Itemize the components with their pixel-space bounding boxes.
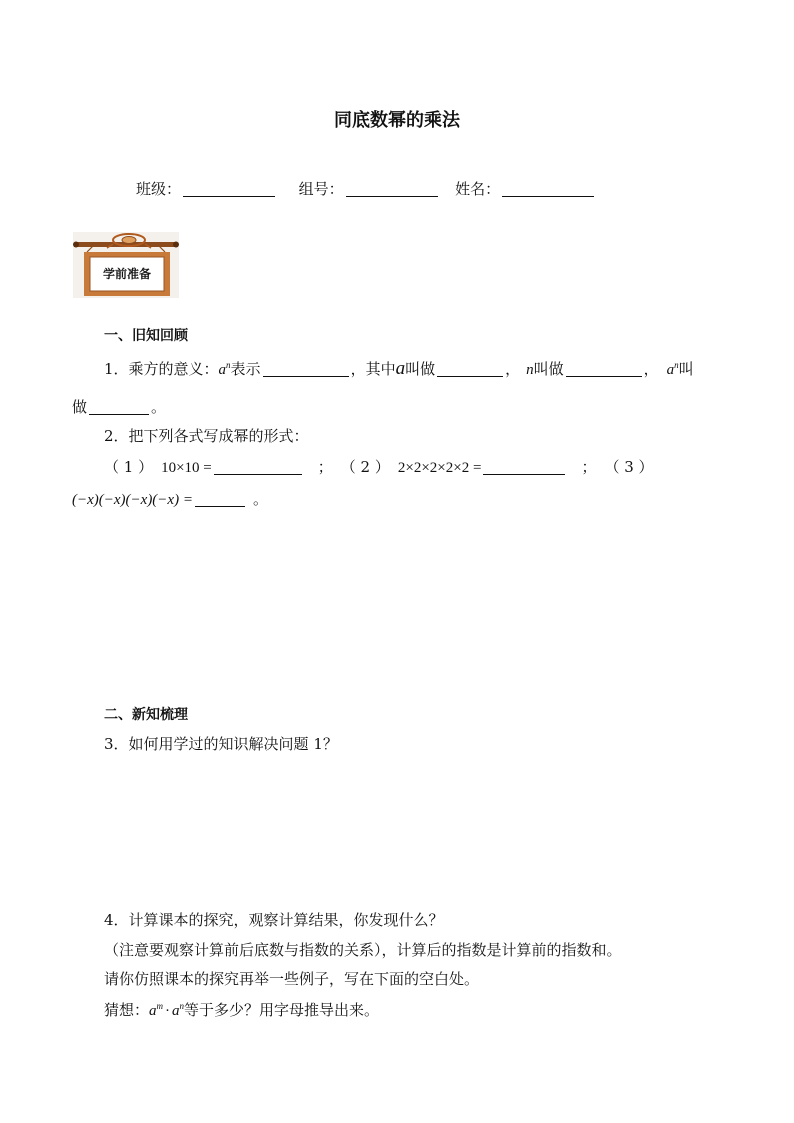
q2-part2-label: （ 2 ）: [340, 458, 390, 476]
q2-part3-label: （ 3 ）: [604, 458, 654, 476]
question-4-line-3: 请你仿照课本的探究再举一些例子，写在下面的空白处。: [104, 970, 480, 988]
q2-part3-expr: (−x)(−x)(−x)(−x) =: [72, 492, 193, 508]
q1-power2-base: a: [666, 362, 675, 378]
q1-line2-prefix: 做: [72, 398, 88, 416]
q2-blank-3[interactable]: [195, 492, 245, 507]
q1-power-exp: n: [226, 360, 231, 370]
q2-blank-2[interactable]: [483, 460, 565, 475]
question-2-part3: [72, 488, 268, 509]
q2-end: 。: [252, 490, 268, 508]
question-1: [104, 358, 694, 380]
q1-line2-suffix: 。: [151, 398, 167, 416]
group-field[interactable]: [346, 182, 438, 197]
q1-var-n: n: [526, 362, 534, 378]
q1-text-5: 叫做: [533, 360, 564, 378]
q2-sep-1: ；: [317, 458, 333, 476]
q1-blank-1[interactable]: [263, 362, 349, 377]
header-fields: [136, 178, 596, 199]
guess-base-1: a: [149, 1003, 157, 1019]
q1-power-base: a: [218, 362, 227, 378]
q2-part2-expr: 2×2×2×2×2 =: [397, 460, 482, 476]
section-heading-2: 二、新知梳理: [104, 707, 188, 723]
q2-sep-2: ；: [581, 458, 597, 476]
q2-blank-1[interactable]: [214, 460, 302, 475]
question-2-parts: [104, 456, 654, 477]
q1-blank-2[interactable]: [437, 362, 503, 377]
q1-prefix: 1．乘方的意义：: [104, 360, 219, 378]
q1-text-3: 叫做: [405, 360, 436, 378]
guess-exp-1: m: [156, 1001, 164, 1011]
group-label: 组号：: [298, 180, 344, 198]
q1-text-7: 叫: [678, 360, 694, 378]
class-field[interactable]: [183, 182, 275, 197]
guess-exp-2: n: [179, 1001, 185, 1011]
question-1-line-2: [72, 396, 166, 417]
guess-base-2: a: [172, 1003, 180, 1019]
guess-suffix: 等于多少？用字母推导出来。: [184, 1001, 380, 1019]
question-4-line-1: 4．计算课本的探究，观察计算结果，你发现什么？: [104, 911, 444, 929]
question-4-guess: [104, 999, 379, 1020]
guess-prefix: 猜想：: [104, 1001, 150, 1019]
guess-dot: ·: [165, 1003, 171, 1019]
page-title: 同底数幂的乘法: [334, 110, 460, 131]
q1-text-1: 表示: [230, 360, 261, 378]
q1-text-2: ，其中: [350, 360, 396, 378]
class-label: 班级：: [136, 180, 182, 198]
q2-part1-label: （ 1 ）: [104, 458, 154, 476]
q2-part1-expr: 10×10 =: [161, 460, 212, 476]
q1-text-6: ，: [643, 360, 659, 378]
section-heading-1: 一、旧知回顾: [104, 328, 188, 344]
q1-power2-exp: n: [674, 360, 679, 370]
question-2: 2．把下列各式写成幂的形式：: [104, 427, 309, 445]
question-3: 3．如何用学过的知识解决问题 1？: [104, 735, 338, 753]
q1-text-4: ，: [505, 360, 521, 378]
q1-var-a: a: [395, 358, 406, 379]
section-badge: [73, 232, 179, 298]
name-label: 姓名：: [455, 180, 501, 198]
name-field[interactable]: [502, 182, 594, 197]
q1-blank-4[interactable]: [89, 400, 149, 415]
badge-text: 学前准备: [102, 267, 151, 281]
question-4-line-2: （注意要观察计算前后底数与指数的关系），计算后的指数是计算前的指数和。: [104, 941, 622, 959]
q1-blank-3[interactable]: [566, 362, 642, 377]
